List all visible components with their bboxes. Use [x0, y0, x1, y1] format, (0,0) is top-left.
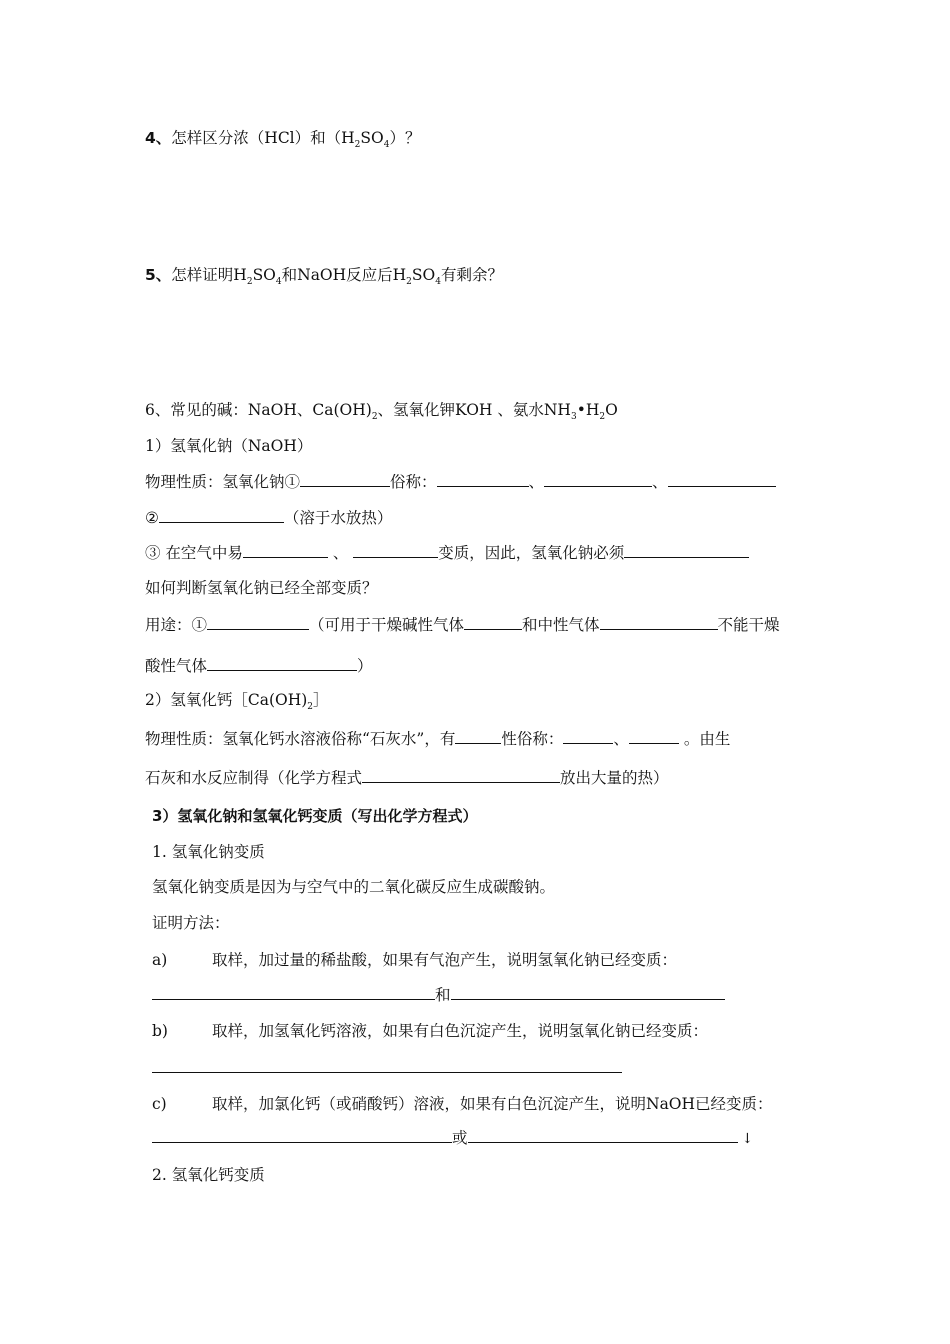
method-c: c) 取样，加氯化钙（或硝酸钙）溶液，如果有白色沉淀产生，说明NaOH已经变质： — [152, 1095, 773, 1113]
method-c-answer: 或 ↓ — [152, 1128, 753, 1149]
fill-blank[interactable] — [152, 1128, 452, 1143]
down-arrow-icon: ↓ — [741, 1131, 754, 1147]
question-number: 5、 — [145, 266, 172, 284]
naoh-uses: 用途：① （可用于干燥碱性气体 和中性气体 不能干燥 — [145, 616, 780, 634]
fill-blank[interactable] — [544, 472, 652, 487]
fill-blank[interactable] — [464, 615, 522, 630]
fill-blank[interactable] — [437, 472, 529, 487]
caoh-equation-line: 石灰和水反应制得（化学方程式 放出大量的热） — [145, 769, 669, 787]
fill-blank[interactable] — [353, 543, 438, 558]
fill-blank[interactable] — [563, 729, 613, 744]
naoh-heading: 1）氢氧化钠（NaOH） — [145, 437, 313, 455]
question-4: 4、怎样区分浓（HCl）和$(H_2SO_4)$？ — [145, 129, 421, 151]
fill-blank[interactable] — [243, 543, 328, 558]
fill-blank[interactable] — [362, 768, 560, 783]
caoh-heading: 2）氢氧化钙$[Ca(OH)_2]$ — [145, 691, 329, 713]
fill-blank[interactable] — [629, 729, 679, 744]
method-b: b) 取样，加氢氧化钙溶液，如果有白色沉淀产生，说明氢氧化钠已经变质： — [152, 1022, 709, 1040]
fill-blank[interactable] — [152, 1058, 622, 1073]
method-a: a) 取样，加过量的稀盐酸，如果有气泡产生，说明氢氧化钠已经变质： — [152, 951, 678, 969]
question-number: 4、 — [145, 129, 172, 147]
fill-blank[interactable] — [159, 508, 284, 523]
fill-blank[interactable] — [300, 472, 390, 487]
method-a-answer: 和 — [152, 985, 725, 1005]
section-3-heading: 3）氢氧化钠和氢氧化钙变质（写出化学方程式） — [152, 807, 478, 825]
fill-blank[interactable] — [451, 985, 725, 1000]
subsection-1: 1. 氢氧化钠变质 — [152, 843, 265, 861]
naoh-judge-question: 如何判断氢氧化钠已经全部变质？ — [145, 579, 378, 597]
subsection-2: 2. 氢氧化钙变质 — [152, 1166, 265, 1184]
naoh-property-2: ② （溶于水放热） — [145, 509, 393, 527]
fill-blank[interactable] — [207, 656, 357, 671]
fill-blank[interactable] — [455, 729, 501, 744]
fill-blank[interactable] — [624, 543, 749, 558]
question-6: 6、常见的碱：NaOH、$Ca(OH)_2$、氢氧化钾KOH 、氨水$NH_3•H_2O$ — [145, 401, 618, 423]
fill-blank[interactable] — [207, 615, 309, 630]
question-5: 5、怎样证明$H_2SO_4$和NaOH反应后$H_2SO_4$有剩余？ — [145, 266, 503, 288]
naoh-property-3: ③ 在空气中易 、 变质，因此，氢氧化钠必须 — [145, 543, 749, 563]
fill-blank[interactable] — [668, 472, 776, 487]
proof-method-label: 证明方法： — [152, 914, 230, 932]
fill-blank[interactable] — [152, 985, 435, 1000]
caoh-physical-properties: 物理性质：氢氧化钙水溶液俗称“石灰水”，有 性俗称： 、 。由生 — [145, 730, 731, 748]
method-b-answer — [152, 1058, 622, 1078]
naoh-deterioration-reason: 氢氧化钠变质是因为与空气中的二氧化碳反应生成碳酸钠。 — [152, 878, 556, 896]
naoh-acid-gas: 酸性气体 ） — [145, 657, 373, 675]
fill-blank[interactable] — [468, 1128, 738, 1143]
fill-blank[interactable] — [600, 615, 718, 630]
naoh-physical-properties: 物理性质：氢氧化钠① 俗称： 、 、 — [145, 472, 776, 492]
